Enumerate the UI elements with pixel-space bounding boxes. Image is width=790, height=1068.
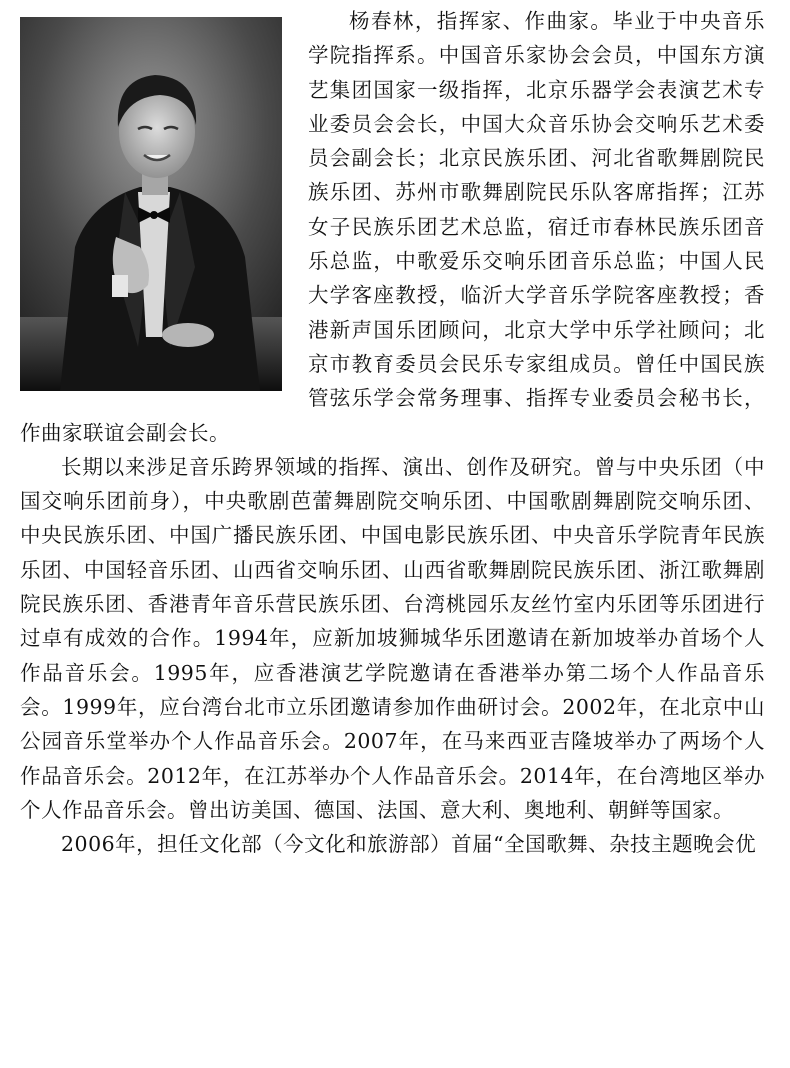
portrait-photo bbox=[20, 17, 282, 391]
portrait-icon bbox=[20, 17, 282, 391]
document-page bbox=[20, 0, 765, 861]
bio-paragraph-2: 长期以来涉足音乐跨界领域的指挥、演出、创作及研究。曾与中央乐团（中国交响乐团前身），中央歌剧芭蕾舞剧院交响乐团、中国歌剧舞剧院交响乐团、中央民族乐团、中国广播民族乐团、中国电影民族乐团、中央音乐学院青年民族乐团、中国轻音乐团、山西省交响乐团、山西省歌舞剧院民族乐团、浙江歌舞剧院民族乐团、香港青年音乐营民族乐团、台湾桃园乐友丝竹室内乐团等乐团进行过卓有成效的合作。1994年，应新加坡狮城华乐团邀请在新加坡举办首场个人作品音乐会。1995年，应香港演艺学院邀请在香港举办第二场个人作品音乐会。1999年，应台湾台北市立乐团邀请参加作曲研讨会。2002年，在北京中山公园音乐堂举办个人作品音乐会。2007年，在马来西亚吉隆坡举办了两场个人作品音乐会。2012年，在江苏举办个人作品音乐会。2014年，在台湾地区举办个人作品音乐会。曾出访美国、德国、法国、意大利、奥地利、朝鲜等国家。 bbox=[20, 454, 765, 822]
bio-paragraph-3: 2006年，担任文化部（今文化和旅游部）首届“全国歌舞、杂技主题晚会优 bbox=[61, 832, 757, 857]
bio-paragraph-1: 杨春林，指挥家、作曲家。毕业于中央音乐学院指挥系。中国音乐家协会会员，中国东方演艺集团国家一级指挥，北京乐器学会表演艺术专业委员会会长，中国大众音乐协会交响乐艺术委员会副会长；北京民族乐团、河北省歌舞剧院民族乐团、苏州市歌舞剧院民乐队客席指挥；江苏女子民族乐团艺术总监，宿迁市春林民族乐团音乐总监，中歌爱乐交响乐团音乐总监；中国人民大学客座教授，临沂大学音乐学院客座教授；香港新声国乐团顾问，北京大学中乐学社顾问；北京市教育委员会民乐专家组成员。曾任中国民族管弦乐学会常务理事、指挥专业委员会秘书长，作曲家联谊会副会长。 bbox=[20, 9, 765, 445]
